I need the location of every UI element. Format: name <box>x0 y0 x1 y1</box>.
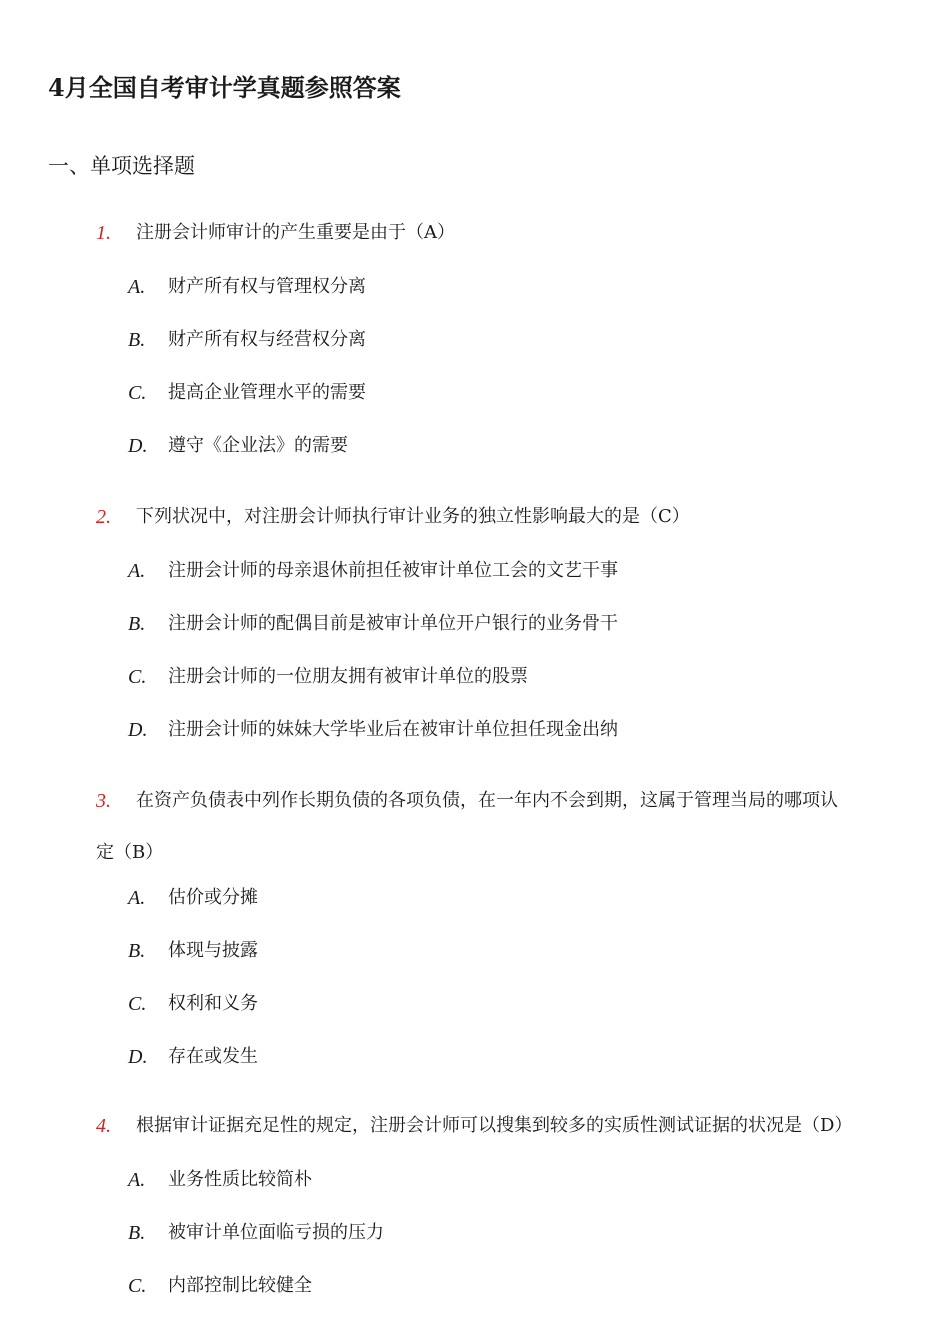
question-text: 根据审计证据充足性的规定，注册会计师可以搜集到较多的实质性测试证据的状况是（D） <box>136 1115 853 1136</box>
option-text: 权利和义务 <box>168 993 258 1014</box>
question-text-continuation: 定（B） <box>96 842 164 863</box>
option-a <box>128 556 896 586</box>
question-stem <box>96 1111 896 1141</box>
option-text: 被审计单位面临亏损的压力 <box>168 1222 384 1243</box>
question-text: 注册会计师审计的产生重要是由于（A） <box>136 222 455 243</box>
question-stem <box>96 218 896 248</box>
option-text: 财产所有权与管理权分离 <box>168 276 366 297</box>
option-a <box>128 272 896 302</box>
question-4 <box>96 1111 896 1301</box>
option-text: 内部控制比较健全 <box>168 1275 312 1296</box>
option-text: 注册会计师的一位朋友拥有被审计单位的股票 <box>168 666 528 687</box>
question-stem <box>96 502 896 532</box>
option-d <box>128 1042 896 1072</box>
option-letter: A. <box>128 276 146 298</box>
option-text: 注册会计师的妹妹大学毕业后在被审计单位担任现金出纳 <box>168 719 618 740</box>
option-letter: D. <box>128 719 148 741</box>
option-text: 体现与披露 <box>168 940 258 961</box>
question-number: 3. <box>96 790 111 812</box>
question-stem <box>96 786 896 816</box>
option-letter: B. <box>128 329 146 351</box>
option-text: 注册会计师的母亲退休前担任被审计单位工会的文艺干事 <box>168 560 618 581</box>
question-2 <box>96 502 896 745</box>
option-c <box>128 378 896 408</box>
section-heading: 一、单项选择题 <box>48 154 195 178</box>
option-letter: B. <box>128 613 146 635</box>
option-a <box>128 1165 896 1195</box>
question-number: 1. <box>96 222 111 244</box>
option-c <box>128 1271 896 1301</box>
option-letter: B. <box>128 940 146 962</box>
option-letter: C. <box>128 993 147 1015</box>
option-text: 估价或分摊 <box>168 887 258 908</box>
option-letter: D. <box>128 1046 148 1068</box>
option-d <box>128 431 896 461</box>
option-text: 财产所有权与经营权分离 <box>168 329 366 350</box>
option-b <box>128 325 896 355</box>
question-1 <box>96 218 896 461</box>
question-number: 2. <box>96 506 111 528</box>
option-letter: C. <box>128 666 147 688</box>
option-text: 注册会计师的配偶目前是被审计单位开户银行的业务骨干 <box>168 613 618 634</box>
document-title: 4月全国自考审计学真题参照答案 <box>48 73 401 102</box>
option-text: 业务性质比较简朴 <box>168 1169 312 1190</box>
question-text: 下列状况中，对注册会计师执行审计业务的独立性影响最大的是（C） <box>136 506 690 527</box>
option-letter: C. <box>128 1275 147 1297</box>
question-number: 4. <box>96 1115 111 1137</box>
option-letter: D. <box>128 435 148 457</box>
question-text: 在资产负债表中列作长期负债的各项负债，在一年内不会到期，这属于管理当局的哪项认 <box>136 790 838 811</box>
option-d <box>128 715 896 745</box>
option-letter: B. <box>128 1222 146 1244</box>
option-b <box>128 609 896 639</box>
option-letter: A. <box>128 560 146 582</box>
option-letter: A. <box>128 1169 146 1191</box>
option-text: 遵守《企业法》的需要 <box>168 435 348 456</box>
option-text: 存在或发生 <box>168 1046 258 1067</box>
question-3 <box>96 786 896 1072</box>
option-letter: A. <box>128 887 146 909</box>
option-b <box>128 936 896 966</box>
option-b <box>128 1218 896 1248</box>
option-text: 提高企业管理水平的需要 <box>168 382 366 403</box>
option-a <box>128 883 896 913</box>
option-c <box>128 989 896 1019</box>
option-c <box>128 662 896 692</box>
option-letter: C. <box>128 382 147 404</box>
